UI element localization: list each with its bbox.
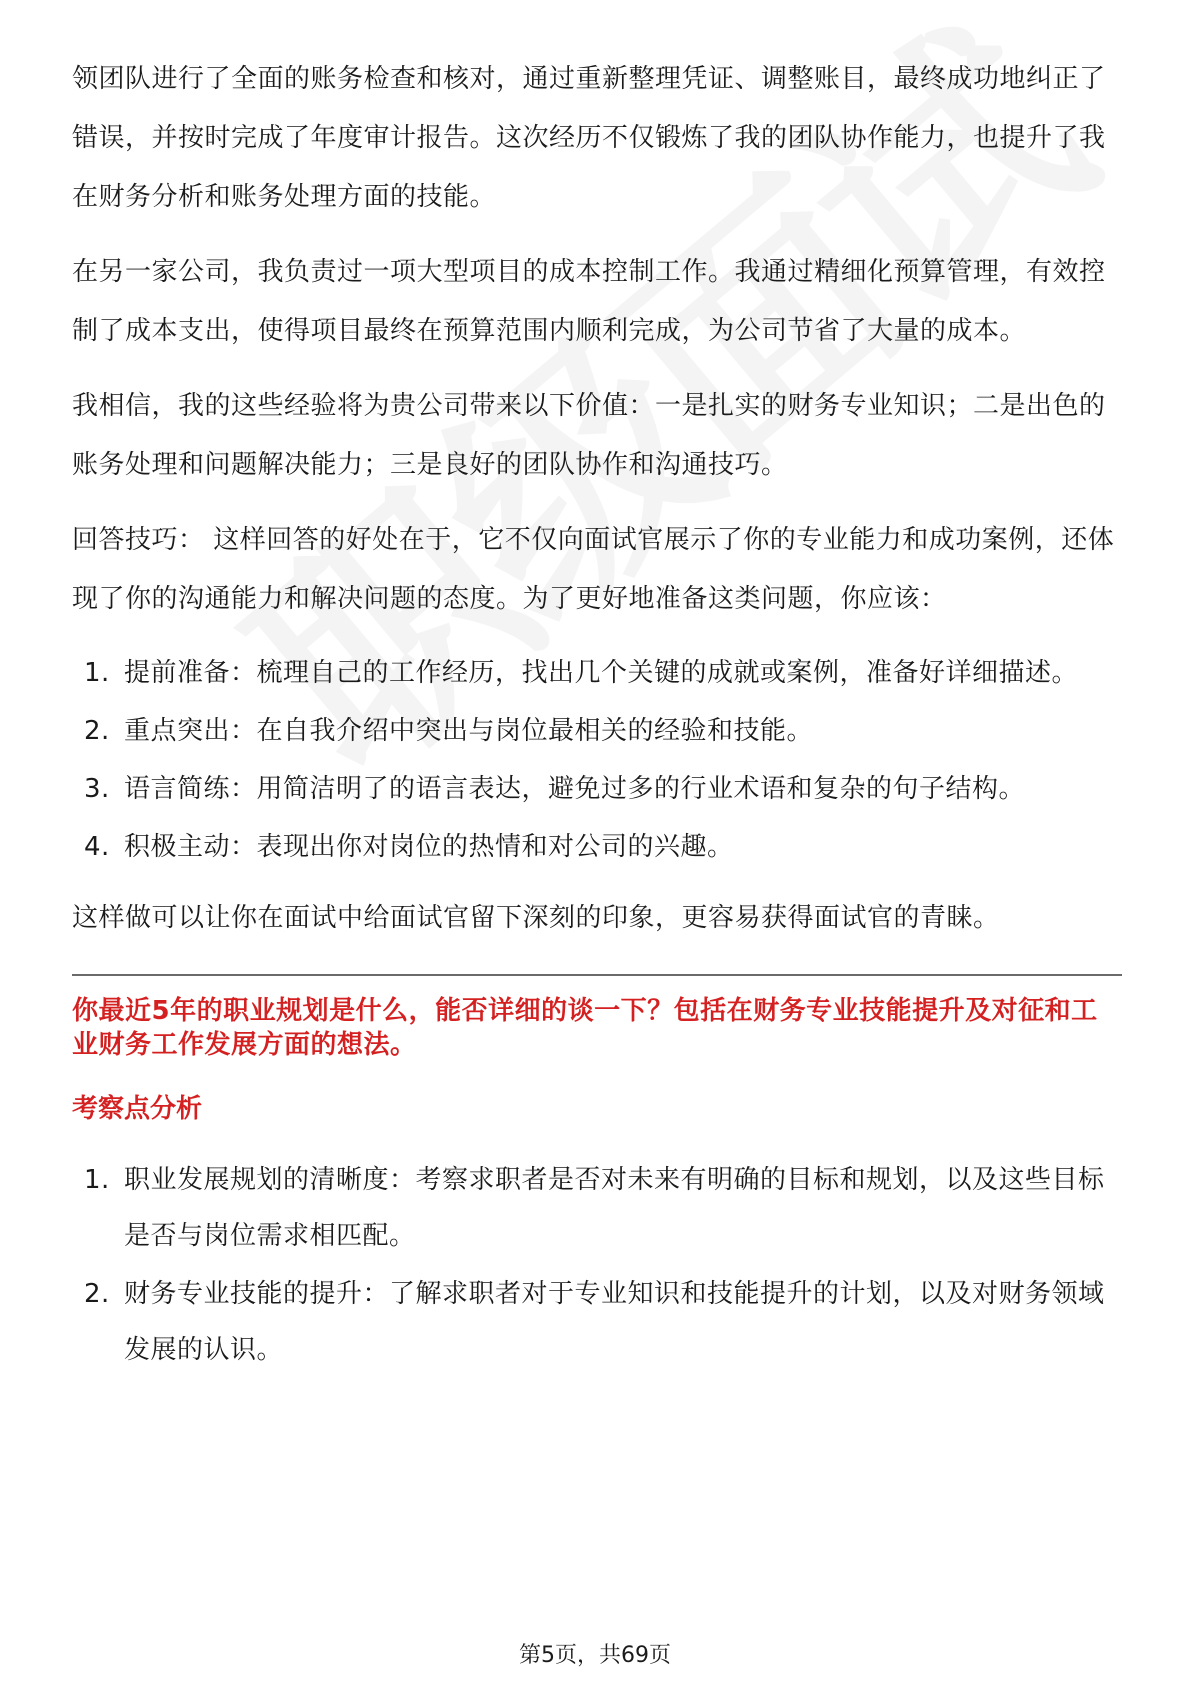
- list-number: 3.: [84, 774, 110, 804]
- document-body: [72, 50, 1122, 1392]
- list-text: 积极主动：表现出你对岗位的热情和对公司的兴趣。: [124, 832, 734, 862]
- analysis-heading: 考察点分析: [72, 1094, 203, 1124]
- list-item: [72, 645, 1122, 701]
- list-text: 重点突出：在自我介绍中突出与岗位最相关的经验和技能。: [124, 716, 814, 746]
- tips-list: [72, 645, 1122, 875]
- paragraph-experience-cost: 在另一家公司，我负责过一项大型项目的成本控制工作。我通过精细化预算管理，有效控制了成本支出，使得项目最终在预算范围内顺利完成，为公司节省了大量的成本。: [72, 257, 1106, 346]
- list-item: [72, 1266, 1122, 1378]
- list-item: [72, 819, 1122, 875]
- list-number: 1.: [84, 1165, 110, 1195]
- list-number: 2.: [84, 1279, 110, 1309]
- paragraph-experience-audit: 领团队进行了全面的账务检查和核对，通过重新整理凭证、调整账目，最终成功地纠正了错误，并按时完成了年度审计报告。这次经历不仅锻炼了我的团队协作能力，也提升了我在财务分析和账务处理方面的技能。: [72, 64, 1106, 212]
- list-number: 4.: [84, 832, 110, 862]
- list-item: [72, 1152, 1122, 1264]
- list-text: 财务专业技能的提升：了解求职者对于专业知识和技能提升的计划，以及对财务领域发展的认识。: [124, 1279, 1105, 1365]
- interview-question: 你最近5年的职业规划是什么，能否详细的谈一下？包括在财务专业技能提升及对征和工业财务工作发展方面的想法。: [72, 996, 1098, 1060]
- paragraph-closing: 这样做可以让你在面试中给面试官留下深刻的印象，更容易获得面试官的青睐。: [72, 903, 1000, 933]
- list-number: 1.: [84, 658, 110, 688]
- list-text: 提前准备：梳理自己的工作经历，找出几个关键的成就或案例，准备好详细描述。: [124, 658, 1079, 688]
- page-number: 第5页，共69页: [519, 1643, 671, 1668]
- list-item: [72, 703, 1122, 759]
- list-item: [72, 761, 1122, 817]
- list-number: 2.: [84, 716, 110, 746]
- list-text: 职业发展规划的清晰度：考察求职者是否对未来有明确的目标和规划，以及这些目标是否与岗位需求相匹配。: [124, 1165, 1105, 1251]
- paragraph-value: 我相信，我的这些经验将为贵公司带来以下价值：一是扎实的财务专业知识；二是出色的账务处理和问题解决能力；三是良好的团队协作和沟通技巧。: [72, 391, 1106, 480]
- paragraph-answer-tips: 回答技巧： 这样回答的好处在于，它不仅向面试官展示了你的专业能力和成功案例，还体现了你的沟通能力和解决问题的态度。为了更好地准备这类问题，你应该：: [72, 525, 1115, 614]
- analysis-list: [72, 1152, 1122, 1378]
- list-text: 语言简练：用简洁明了的语言表达，避免过多的行业术语和复杂的句子结构。: [124, 774, 1026, 804]
- section-divider: [72, 974, 1122, 976]
